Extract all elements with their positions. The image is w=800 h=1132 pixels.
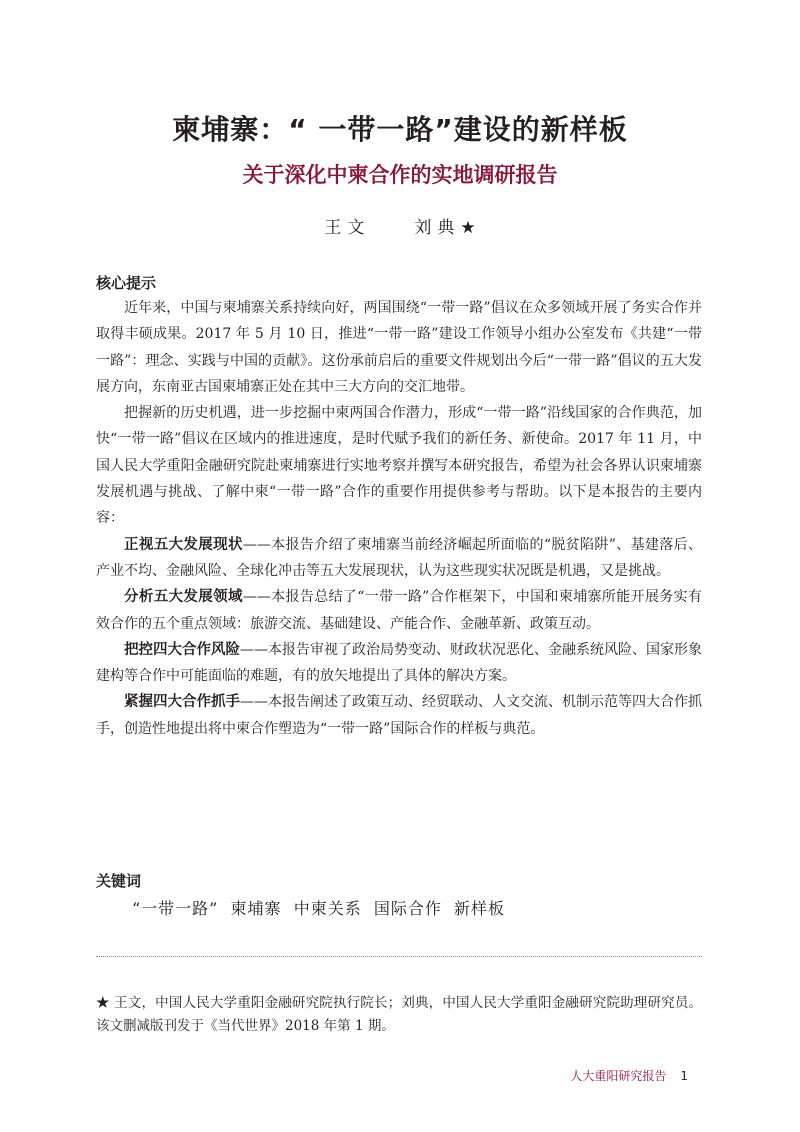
- page-footer: [570, 1067, 688, 1084]
- point-body-status: ——本报告介绍了柬埔寨当前经济崛起所面临的“脱贫陷阱”、基建落后、产业不均、金融风险、全球化冲击等五大发展现状，认为这些现实状况既是机遇，又是挑战。: [96, 536, 702, 579]
- footnote-divider: [96, 956, 702, 957]
- summary-paragraph-6: [96, 689, 702, 742]
- page-number: 1: [680, 1069, 688, 1083]
- summary-body: [96, 295, 702, 742]
- point-body-risks: ——本报告审视了政治局势变动、财政状况恶化、金融系统风险、国家形象建构等合作中可能面临的难题，有的放矢地提出了具体的解决方案。: [96, 641, 702, 685]
- report-series-label: 人大重阳研究报告: [570, 1069, 667, 1083]
- author-wang-wen: 王文: [324, 218, 371, 238]
- keywords-heading: 关键词: [96, 872, 142, 890]
- author-footnote: ★ 王文，中国人民大学重阳金融研究院执行院长；刘典，中国人民大学重阳金融研究院助理研究员。该文删减版刊发于《当代世界》2018 年第 1 期。: [96, 995, 702, 1034]
- point-heading-fields: 分析五大发展领域: [124, 589, 243, 606]
- author-liu-dian: 刘典: [414, 218, 461, 238]
- document-subtitle: 关于深化中柬合作的实地调研报告: [242, 163, 558, 187]
- summary-paragraph-5: [96, 637, 702, 690]
- document-title: 柬埔寨：“ 一带一路”建设的新样板: [172, 113, 628, 146]
- point-heading-status: 正视五大发展现状: [124, 536, 243, 553]
- point-heading-risks: 把控四大合作风险: [124, 641, 240, 658]
- point-body-fields: ——本报告总结了“一带一路”合作框架下，中国和柬埔寨所能开展务实有效合作的五个重点领域：旅游交流、基础建设、产能合作、金融革新、政策互动。: [96, 589, 702, 632]
- summary-heading: 核心提示: [96, 274, 157, 292]
- summary-paragraph-2: 把握新的历史机遇，进一步挖掘中柬两国合作潜力，形成“一带一路”沿线国家的合作典范，加快“一带一路”倡议在区域内的推进速度，是时代赋予我们的新任务、新使命。2017 年 11 月，中国人民大学重阳金融研究院赴柬埔寨进行实地考察并撰写本研究报告，希望为社会各界认识柬埔寨发展机遇与挑战、了解中柬“一带一路”合作的重要作用提供参考与帮助。以下是本报告的主要内容：: [96, 405, 702, 527]
- keywords-list: “一带一路” 柬埔寨 中柬关系 国际合作 新样板: [132, 899, 506, 918]
- author-footnote-mark: ★: [460, 218, 476, 238]
- summary-paragraph-1: 近年来，中国与柬埔寨关系持续向好，两国围绕“一带一路”倡议在众多领域开展了务实合作并取得丰硕成果。2017 年 5 月 10 日，推进“一带一路”建设工作领导小组办公室发布《共建“一带一路”：理念、实践与中国的贡献》。这份承前启后的重要文件规划出今后“一带一路”倡议的五大发展方向，东南亚古国柬埔寨正处在其中三大方向的交汇地带。: [96, 300, 702, 395]
- point-body-levers: ——本报告阐述了政策互动、经贸联动、人文交流、机制示范等四大合作抓手，创造性地提出将中柬合作塑造为“一带一路”国际合作的样板与典范。: [96, 694, 702, 737]
- summary-paragraph-4: [96, 584, 702, 637]
- point-heading-levers: 紧握四大合作抓手: [124, 694, 240, 711]
- author-line: [0, 213, 800, 238]
- summary-paragraph-3: [96, 532, 702, 585]
